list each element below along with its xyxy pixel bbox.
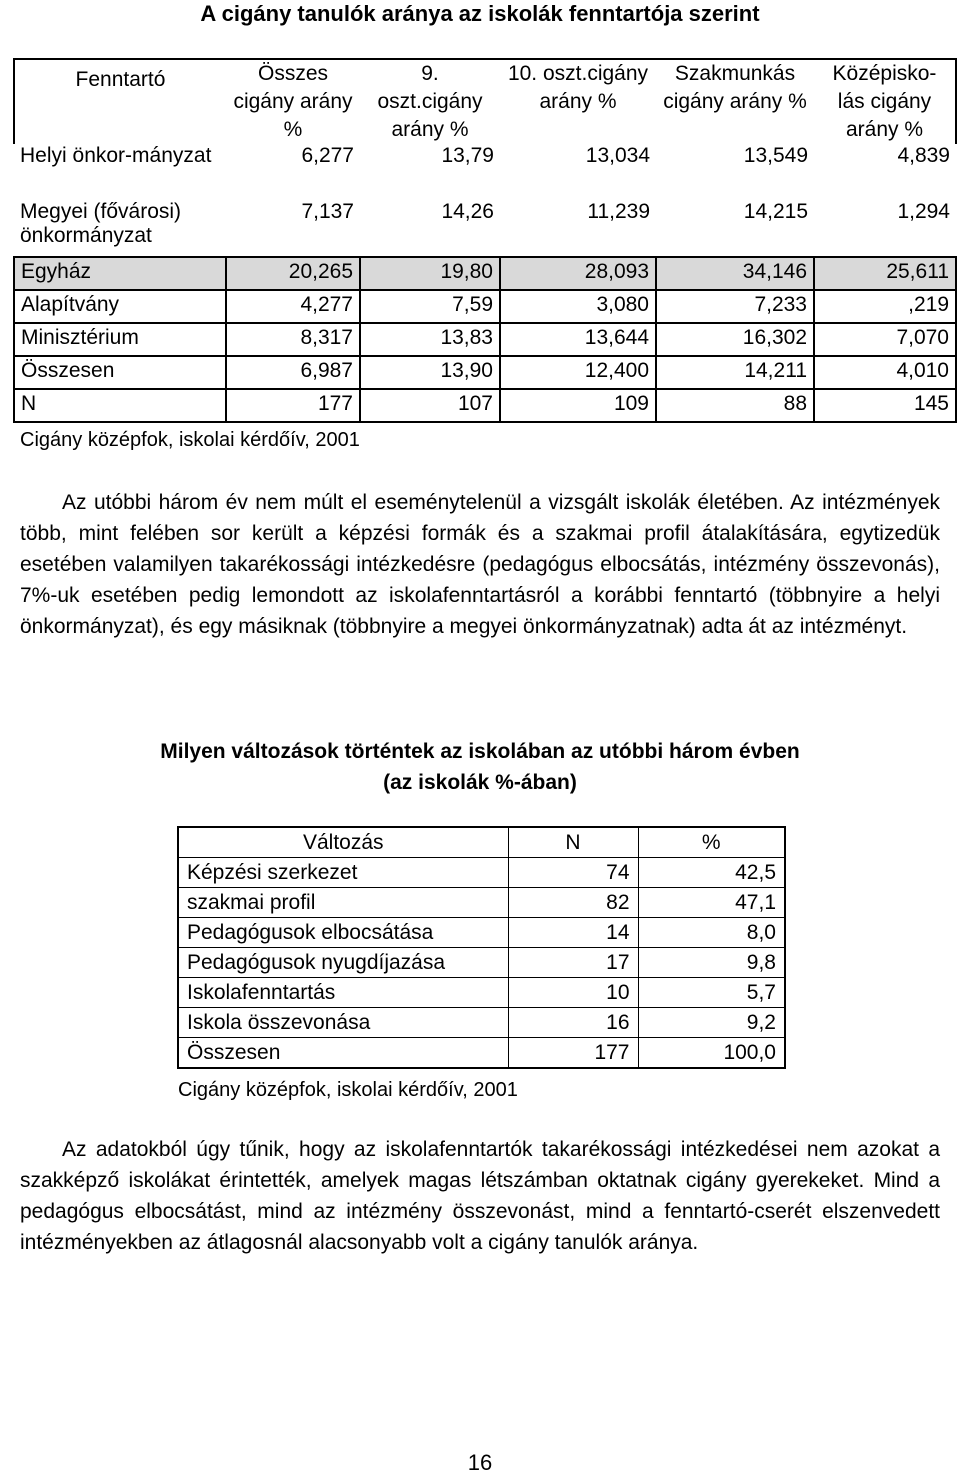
cell-value: 14,211 xyxy=(656,356,814,389)
paragraph-2: Az adatokból úgy tűnik, hogy az iskolafenntartók takarékossági intézkedései nem azokat a szakképző iskolákat érintették, amelyek magas létszámban oktatnak cigány gyerekeket. Mind a pedagógus elbocsátást, mind az intézmény összevonást, mind a fenntartó-cserét elszenvedett intézményekben az átlagosnál alacsonyabb volt a cigány tanulók aránya. xyxy=(20,1138,940,1254)
cell-pct: 47,1 xyxy=(638,888,785,918)
cell-value: ,219 xyxy=(814,290,956,323)
table-row xyxy=(14,356,956,389)
cell-value: 19,80 xyxy=(360,257,500,290)
cell-n: 82 xyxy=(508,888,638,918)
cell-value: 25,611 xyxy=(814,257,956,290)
table-row xyxy=(178,978,785,1008)
cell-value: 12,400 xyxy=(500,356,656,389)
row-label: Pedagógusok nyugdíjazása xyxy=(178,948,508,978)
cell-value: 20,265 xyxy=(226,257,360,290)
section-title xyxy=(0,736,960,798)
cell-value: 177 xyxy=(226,389,360,422)
cell-value: 4,277 xyxy=(226,290,360,323)
cell-value: 88 xyxy=(656,389,814,422)
header-pct: % xyxy=(638,827,785,858)
header-kozepiskolas: Középisko-lás cigány arány % xyxy=(814,59,956,144)
changes-table xyxy=(177,826,786,1069)
cell-value: 6,277 xyxy=(301,144,354,167)
table-row xyxy=(178,948,785,978)
cell-value: 13,644 xyxy=(500,323,656,356)
row-label: Iskola összevonása xyxy=(178,1008,508,1038)
row-label: Alapítvány xyxy=(14,290,226,323)
cell-value: 109 xyxy=(500,389,656,422)
cell-value: 107 xyxy=(360,389,500,422)
school-maintainer-table xyxy=(13,58,957,423)
cell-value: 34,146 xyxy=(656,257,814,290)
cell-value: 14,26 xyxy=(441,200,494,223)
cell-pct: 9,8 xyxy=(638,948,785,978)
cell-value: 28,093 xyxy=(500,257,656,290)
cell-value: 6,987 xyxy=(226,356,360,389)
cell-value: 7,233 xyxy=(656,290,814,323)
cell-value: 7,59 xyxy=(360,290,500,323)
cell-value: 11,239 xyxy=(587,200,650,223)
page-number: 16 xyxy=(467,1450,493,1475)
paragraph-1: Az utóbbi három év nem múlt el eseménytelenül a vizsgált iskolák életében. Az intézmények több, mint felében sor került a képzési formák és a szakmai profil átalakítására, egytizedük esetében valamilyen takarékossági intézkedésre (pedagógus elbocsátás, intézmény összevonás), 7%-uk esetében pedig lemondott az iskolafenntartásról a korábbi fenntartó (többnyire a helyi önkormányzat), és egy másiknak (többnyire a megyei önkormányzatnak) adta át az intézményt. xyxy=(20,491,940,638)
row-label: Iskolafenntartás xyxy=(178,978,508,1008)
row-label: Képzési szerkezet xyxy=(178,858,508,888)
header-osszes: Összes cigány arány % xyxy=(226,59,360,144)
row-label: Egyház xyxy=(14,257,226,290)
table-row xyxy=(178,1008,785,1038)
header-valtozas: Változás xyxy=(178,827,508,858)
cell-n: 14 xyxy=(508,918,638,948)
cell-value: 13,79 xyxy=(441,144,494,167)
row-label: Megyei (fővárosi) önkormányzat xyxy=(20,200,182,247)
row-label: Pedagógusok elbocsátása xyxy=(178,918,508,948)
header-n: N xyxy=(508,827,638,858)
cell-value: 13,90 xyxy=(360,356,500,389)
cell-pct: 8,0 xyxy=(638,918,785,948)
table-row xyxy=(14,389,956,422)
cell-value: 14,215 xyxy=(743,200,808,223)
page-title: A cigány tanulók aránya az iskolák fenntartója szerint xyxy=(200,1,760,26)
table-row xyxy=(178,918,785,948)
cell-n: 177 xyxy=(508,1038,638,1069)
table-row xyxy=(14,200,956,257)
cell-n: 10 xyxy=(508,978,638,1008)
cell-value: 3,080 xyxy=(500,290,656,323)
row-label: Összesen xyxy=(178,1038,508,1069)
cell-value: 13,549 xyxy=(743,144,808,167)
header-9-oszt: 9. oszt.cigány arány % xyxy=(360,59,500,144)
cell-pct: 9,2 xyxy=(638,1008,785,1038)
cell-n: 16 xyxy=(508,1008,638,1038)
table-row xyxy=(14,144,956,200)
cell-value: 145 xyxy=(814,389,956,422)
section-title-line2: (az iskolák %-ában) xyxy=(383,771,577,794)
cell-n: 74 xyxy=(508,858,638,888)
cell-value: 4,010 xyxy=(814,356,956,389)
table-row xyxy=(14,257,956,290)
table-row xyxy=(178,858,785,888)
table-row xyxy=(14,323,956,356)
table-row xyxy=(14,290,956,323)
cell-value: 13,83 xyxy=(360,323,500,356)
row-label: Összesen xyxy=(14,356,226,389)
cell-value: 7,070 xyxy=(814,323,956,356)
cell-value: 4,839 xyxy=(897,144,950,167)
row-label: Helyi önkor-mányzat xyxy=(20,144,212,167)
cell-value: 1,294 xyxy=(897,200,950,223)
table-row xyxy=(178,888,785,918)
cell-value: 13,034 xyxy=(585,144,650,167)
row-label: szakmai profil xyxy=(178,888,508,918)
table2-source: Cigány középfok, iskolai kérdőív, 2001 xyxy=(178,1079,518,1101)
header-szakmunkas: Szakmunkás cigány arány % xyxy=(656,59,814,144)
cell-pct: 5,7 xyxy=(638,978,785,1008)
header-fenntarto: Fenntartó xyxy=(14,59,226,144)
cell-pct: 100,0 xyxy=(638,1038,785,1069)
table-row xyxy=(178,1038,785,1069)
cell-value: 7,137 xyxy=(301,200,354,223)
cell-value: 8,317 xyxy=(226,323,360,356)
cell-pct: 42,5 xyxy=(638,858,785,888)
header-10-oszt: 10. oszt.cigány arány % xyxy=(500,59,656,144)
cell-n: 17 xyxy=(508,948,638,978)
table1-source: Cigány középfok, iskolai kérdőív, 2001 xyxy=(20,429,360,451)
row-label: Minisztérium xyxy=(14,323,226,356)
section-title-line1: Milyen változások történtek az iskolában az utóbbi három évben xyxy=(160,740,800,763)
cell-value: 16,302 xyxy=(656,323,814,356)
row-label: N xyxy=(14,389,226,422)
